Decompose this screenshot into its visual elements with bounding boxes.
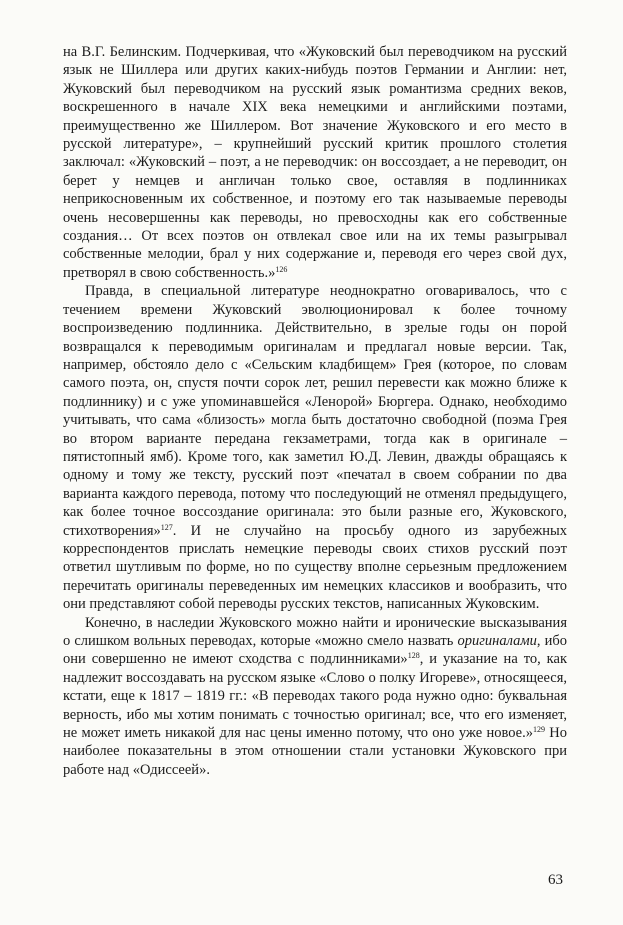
- footnote-ref-127: 127: [160, 522, 173, 532]
- paragraph-3-text-a: Конечно, в наследии Жуковского можно найти и иронические высказывания о слишком вольных переводах, которые «можно смело назвать: [63, 614, 567, 649]
- footnote-ref-128: 128: [407, 651, 420, 661]
- paragraph-1: [63, 43, 567, 282]
- paragraph-3: [63, 614, 567, 780]
- footnote-ref-129: 129: [532, 725, 545, 735]
- paragraph-2: [63, 282, 567, 613]
- paragraph-1-text: на В.Г. Белинским. Подчеркивая, что «Жуковский был переводчиком на русский язык не Шиллера или других каких-нибудь поэтов Германии и Англии: нет, Жуковский был переводчиком на русский язык романтизма средних веков, воскрешенного в начале XIX века немецкими и английскими поэтами, преимущественно же Шиллером. Вот значение Жуковского и его место в русской литературе», – крупнейший русский критик прошлого столетия заключал: «Жуковский – поэт, а не переводчик: он воссоздает, а не переводит, он берет у немцев и англичан только свое, оставляя в подлинниках неприкосновенным их собственное, и поэтому его так называемые переводы очень несовершенны как переводы, но превосходны как его собственные создания… От всех поэтов он отвлекал свое или на их темы разыгрывал собственные мелодии, брал у них содержание и, переводя его через свой дух, претворял в свою собственность.»: [63, 44, 567, 281]
- emphasis-originals: оригиналами: [457, 633, 537, 649]
- page-number: 63: [548, 872, 563, 888]
- page-body: [63, 43, 567, 779]
- paragraph-3-text-d: Но наиболее показательны в этом отношении стали установки Жуковского при работе над «Одиссеей».: [63, 725, 567, 778]
- paragraph-3-text-c: , и указание на то, как надлежит воссоздавать на русском языке «Слово о полку Игореве», относящееся, кстати, еще к 1817 – 1819 гг.: «В переводах такого рода нужно одно: буквальная верность, ибо мы хотим понимать с точностью оригинал; все, что его изменяет, не может иметь никакой для нас цены именно потому, что оно уже новое.»: [63, 651, 567, 742]
- paragraph-2-text-a: Правда, в специальной литературе неоднократно оговаривалось, что с течением времени Жуковский эволюционировал к более точному воспроизведению подлинника. Действительно, в зрелые годы он порой возвращался к переводимым оригиналам и предлагал новые версии. Так, например, обстояло дело с «Сельским кладбищем» Грея (которое, по словам самого поэта, он, спустя почти сорок лет, решил перевести как можно ближе к подлиннику) и с уже упоминавшейся «Ленорой» Бюргера. Однако, необходимо учитывать, что сама «близость» могла быть достаточно свободной (поэма Грея во втором варианте передана гекзаметрами, тогда как в оригинале – пятистопный ямб). Кроме того, как заметил Ю.Д. Левин, дважды обращаясь к одному и тому же тексту, русский поэт «печатал в своем собрании по два варианта каждого перевода, потому что последующий не отменял предыдущего, как более точное воссоздание оригинала: это были разные его, Жуковского, стихотворения»: [63, 283, 567, 539]
- footnote-ref-126: 126: [275, 264, 288, 274]
- paragraph-2-text-b: . И не случайно на просьбу одного из зарубежных корреспондентов прислать немецкие переводы своих стихов русский поэт ответил шутливым по форме, но по существу вполне серьезным предложением перечитать оригиналы переведенных им немецких классиков и вообразить, что они представляют собой переводы русских текстов, написанных Жуковским.: [63, 522, 567, 613]
- paragraph-3-text-b: , ибо они совершенно не имеют сходства с подлинниками»: [63, 633, 567, 668]
